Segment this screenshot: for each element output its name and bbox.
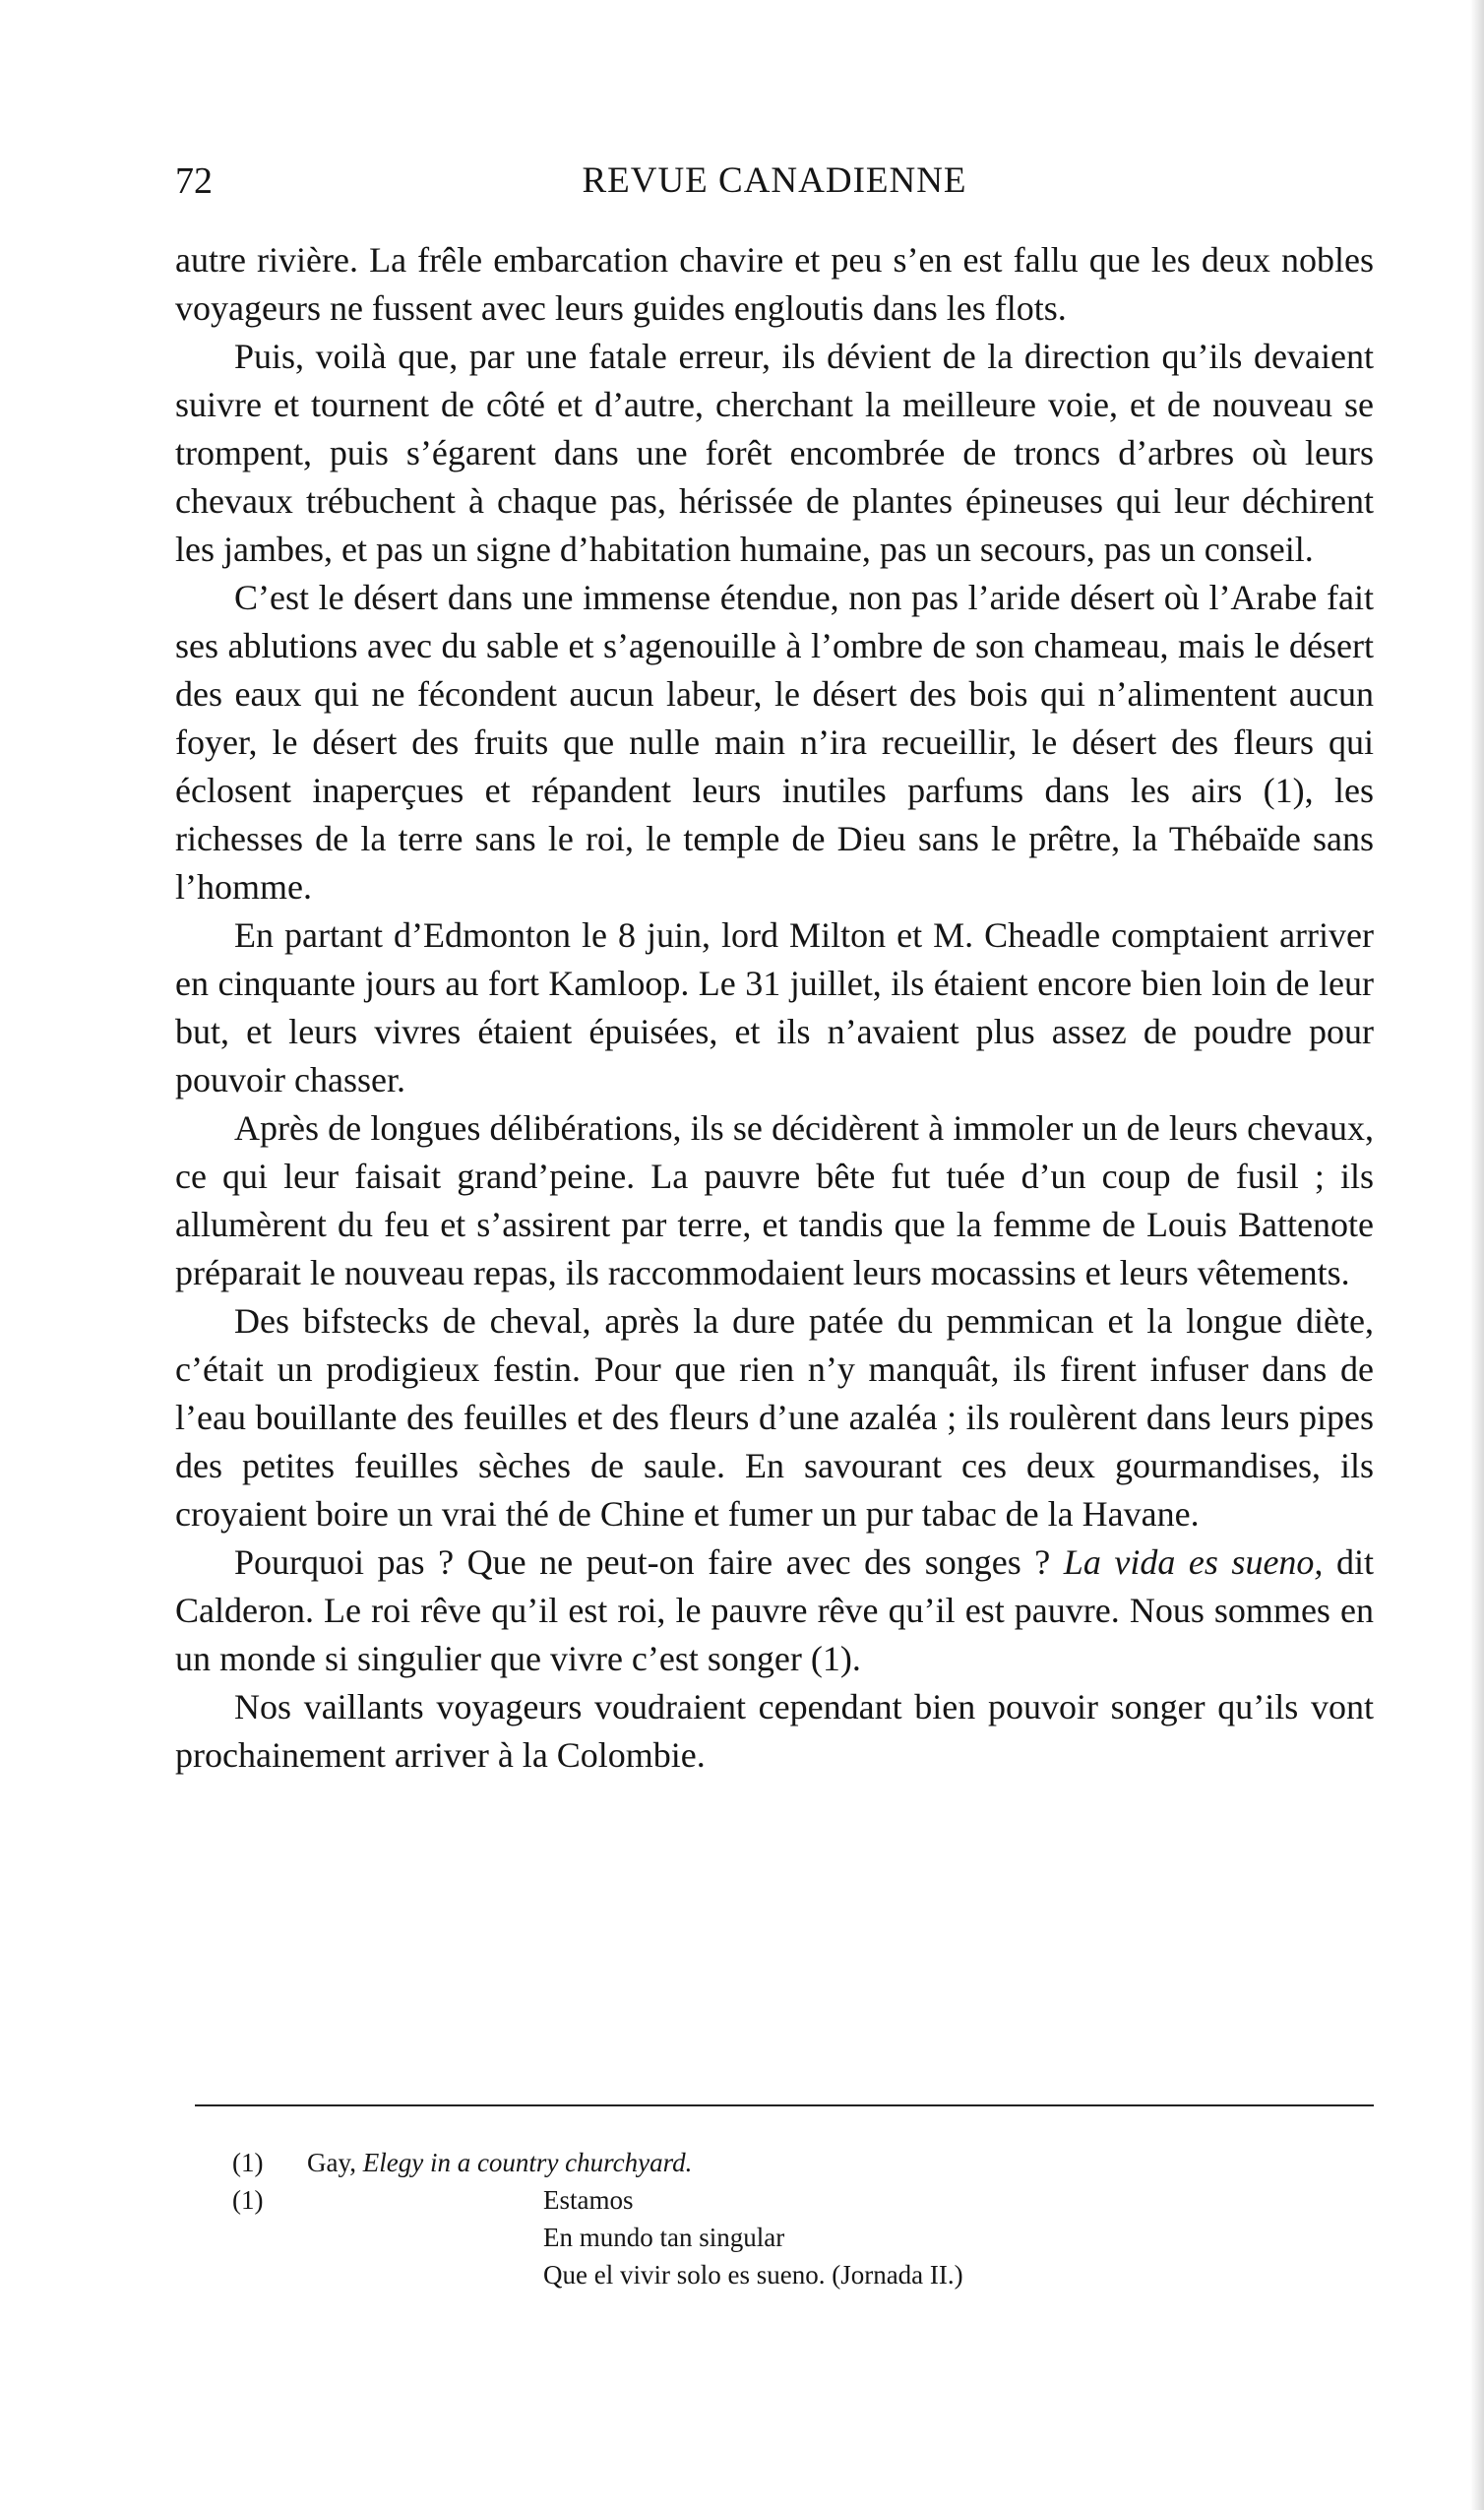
- paragraph-5: Après de longues délibérations, ils se décidèrent à immoler un de leurs chevaux, ce qui leur faisait grand’peine. La pauvre bête fut tuée d’un coup de fusil ; ils allumèrent du feu et s’assirent par terre, et tandis que la femme de Louis Battenote préparait le nouveau repas, ils raccommodaient leurs mocassins et leurs vêtements.: [175, 1108, 1374, 1292]
- running-title: REVUE CANADIENNE: [582, 160, 967, 201]
- calderon-quote: La vida es sueno,: [1063, 1542, 1324, 1582]
- paragraph-7-end: dit Calderon. Le roi rêve qu’il est roi, le pauvre rêve qu’il est pauvre. Nous sommes en un monde si singulier que vivre c’est songer (1).: [175, 1542, 1374, 1678]
- footnote-1-content: [307, 2144, 1315, 2181]
- footnote-1-author: Gay,: [307, 2148, 363, 2177]
- paragraph-3: C’est le désert dans une immense étendue, non pas l’aride désert où l’Arabe fait ses ablutions avec du sable et s’agenouille à l’ombre de son chameau, mais le désert des eaux qui ne fécondent aucun labeur, le désert des bois qui n’alimentent aucun foyer, le désert des fruits que nulle main n’ira recueillir, le désert des fleurs qui éclosent inaperçues et répandent leurs inutiles parfums dans les airs (1), les richesses de la terre sans le roi, le temple de Dieu sans le prêtre, la Thébaïde sans l’homme.: [175, 578, 1374, 907]
- paragraph-6: Des bifstecks de cheval, après la dure patée du pemmican et la longue diète, c’était un prodigieux festin. Pour que rien n’y manquât, ils firent infuser dans de l’eau bouillante des feuilles et des fleurs d’une azaléa ; ils roulèrent dans leurs pipes des petites feuilles sèches de saule. En savourant ces deux gourmandises, ils croyaient boire un vrai thé de Chine et fumer un pur tabac de la Havane.: [175, 1301, 1374, 1534]
- paragraph-8: Nos vaillants voyageurs voudraient cependant bien pouvoir songer qu’ils vont prochainement arriver à la Colombie.: [175, 1687, 1374, 1775]
- verse-line-2: En mundo tan singular: [543, 2223, 785, 2252]
- footnote-2-verse: [543, 2181, 1315, 2293]
- scan-edge-shadow: [1470, 0, 1484, 2510]
- paragraph-7-start: Pourquoi pas ? Que ne peut-on faire avec des songes ?: [234, 1542, 1064, 1582]
- paragraph-7: [175, 1538, 1374, 1683]
- verse-line-1: Estamos: [543, 2185, 634, 2215]
- paragraph-4: En partant d’Edmonton le 8 juin, lord Milton et M. Cheadle comptaient arriver en cinquante jours au fort Kamloop. Le 31 juillet, ils étaient encore bien loin de leur but, et leurs vivres étaient épuisées, et ils n’avaient plus assez de poudre pour pouvoir chasser.: [175, 915, 1374, 1099]
- footnote-divider: [195, 2104, 1374, 2106]
- paragraph-2: Puis, voilà que, par une fatale erreur, ils dévient de la direction qu’ils devaient suivre et tournent de côté et d’autre, cherchant la meilleure voie, et de nouveau se trompent, puis s’égarent dans une forêt encombrée de troncs d’arbres où leurs chevaux trébuchent à chaque pas, hérissée de plantes épineuses qui leur déchirent les jambes, et pas un signe d’habitation humaine, pas un secours, pas un conseil.: [175, 337, 1374, 569]
- footnote-1: [232, 2144, 1315, 2181]
- footnotes: [232, 2144, 1315, 2293]
- footnote-1-title: Elegy in a country churchyard.: [362, 2148, 693, 2177]
- page-header: [175, 156, 1374, 207]
- verse-line-3: Que el vivir solo es sueno. (Jornada II.): [543, 2260, 963, 2290]
- page-number: 72: [175, 160, 213, 202]
- paragraph-1: autre rivière. La frêle embarcation chavire et peu s’en est fallu que les deux nobles voyageurs ne fussent avec leurs guides engloutis dans les flots.: [175, 240, 1374, 328]
- footnote-2: [232, 2181, 1315, 2293]
- footnote-1-mark: (1): [232, 2148, 264, 2177]
- footnote-2-mark: (1): [232, 2185, 264, 2215]
- body-text: [175, 236, 1374, 1780]
